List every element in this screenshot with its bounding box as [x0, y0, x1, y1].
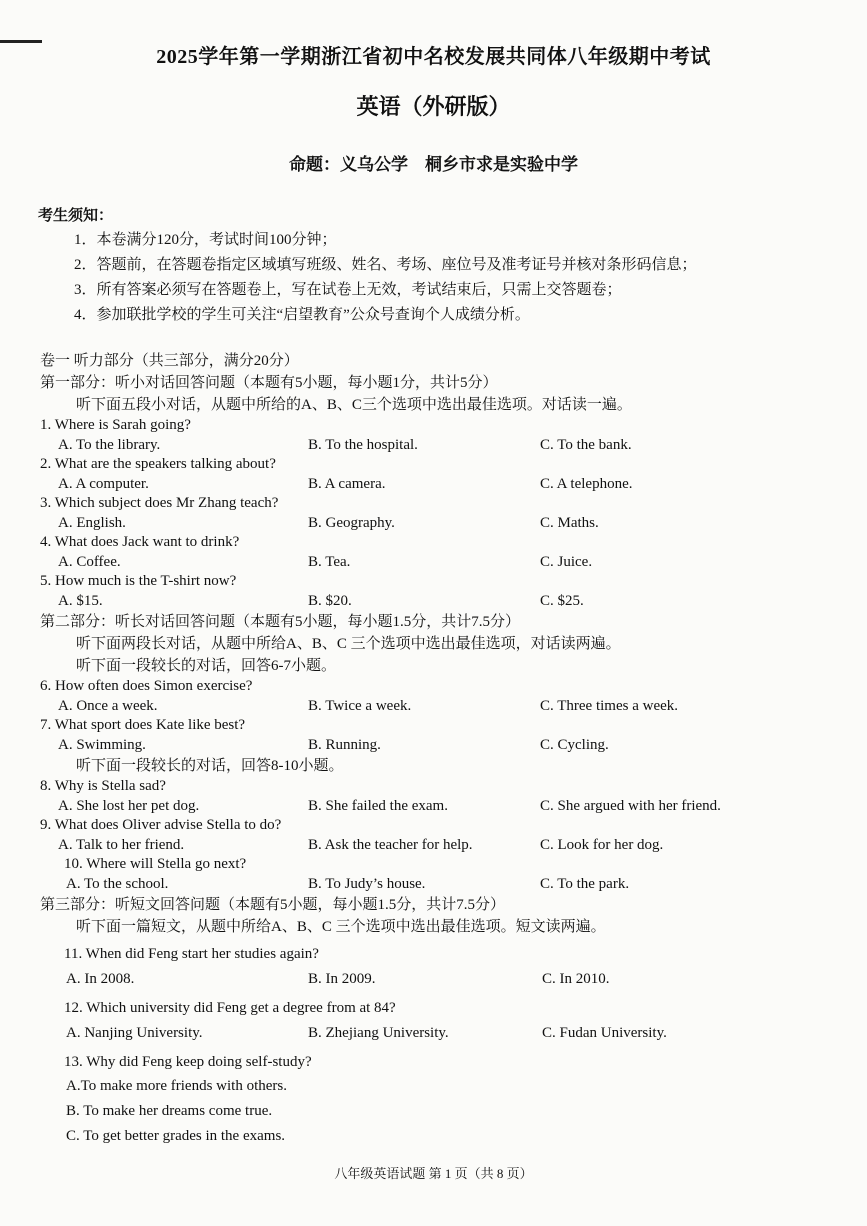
- options-2: [40, 474, 840, 494]
- exam-title: 2025学年第一学期浙江省初中名校发展共同体八年级期中考试: [156, 46, 711, 68]
- notice-item: 1．本卷满分120分，考试时间100分钟；: [74, 232, 337, 248]
- option-b: B. To make her dreams come true.: [66, 1103, 273, 1119]
- options-8: [40, 796, 840, 816]
- option-a: A. She lost her pet dog.: [58, 798, 200, 814]
- option-c: C. Juice.: [540, 554, 593, 570]
- options-6: [40, 696, 840, 716]
- option-c: C. Cycling.: [540, 737, 609, 753]
- options-5: [40, 591, 840, 611]
- option-b: B. $20.: [308, 593, 352, 609]
- part-1-instruction: 听下面五段小对话，从题中所给的A、B、C三个选项中选出最佳选项。对话读一遍。: [76, 397, 632, 413]
- question-7: 7. What sport does Kate like best?: [40, 717, 246, 733]
- options-3: [40, 513, 840, 533]
- option-b: B. To Judy’s house.: [308, 876, 426, 892]
- question-11: 11. When did Feng start her studies again?: [64, 946, 319, 962]
- option-c: C. She argued with her friend.: [540, 798, 721, 814]
- question-4: 4. What does Jack want to drink?: [40, 534, 240, 550]
- option-a: A. Coffee.: [58, 554, 121, 570]
- question-1: 1. Where is Sarah going?: [40, 417, 191, 433]
- option-c: C. In 2010.: [542, 971, 610, 987]
- part-3-instruction: 听下面一篇短文，从题中所给A、B、C 三个选项中选出最佳选项。短文读两遍。: [76, 919, 606, 935]
- exam-subject: 英语（外研版）: [356, 94, 511, 119]
- page-footer: 八年级英语试题 第 1 页（共 8 页）: [334, 1166, 533, 1181]
- option-b: B. A camera.: [308, 476, 386, 492]
- question-12: 12. Which university did Feng get a degree from at 84?: [64, 1000, 396, 1016]
- option-c: C. To the bank.: [540, 437, 632, 453]
- volume-heading: 卷一 听力部分（共三部分，满分20分）: [40, 353, 299, 369]
- option-a: A. A computer.: [58, 476, 149, 492]
- notice-item: 2．答题前，在答题卷指定区域填写班级、姓名、考场、座位号及准考证号并核对条形码信息；: [74, 257, 697, 273]
- exam-authors: 命题：义乌公学 桐乡市求是实验中学: [289, 155, 578, 174]
- question-5: 5. How much is the T-shirt now?: [40, 573, 237, 589]
- options-4: [40, 552, 840, 572]
- option-a: A. To the library.: [58, 437, 161, 453]
- option-a: A. $15.: [58, 593, 103, 609]
- option-b: B. Geography.: [308, 515, 395, 531]
- question-3: 3. Which subject does Mr Zhang teach?: [40, 495, 279, 511]
- option-c: C. Three times a week.: [540, 698, 679, 714]
- option-c: C. Maths.: [540, 515, 599, 531]
- options-7: [40, 735, 840, 755]
- part-3-title: 第三部分：听短文回答问题（本题有5小题，每小题1.5分，共计7.5分）: [40, 897, 506, 913]
- option-a: A. Swimming.: [58, 737, 146, 753]
- option-b: B. Twice a week.: [308, 698, 412, 714]
- option-b: B. Zhejiang University.: [308, 1025, 449, 1041]
- options-9: [40, 835, 840, 855]
- part-2-title: 第二部分：听长对话回答问题（本题有5小题，每小题1.5分，共计7.5分）: [40, 614, 521, 630]
- part-2-instruction: 听下面两段长对话，从题中所给A、B、C 三个选项中选出最佳选项，对话读两遍。: [76, 636, 621, 652]
- option-c: C. $25.: [540, 593, 584, 609]
- option-a: A. Nanjing University.: [66, 1025, 203, 1041]
- option-b: B. She failed the exam.: [308, 798, 448, 814]
- options-12: [40, 1020, 840, 1046]
- question-2: 2. What are the speakers talking about?: [40, 456, 276, 472]
- option-a: A. To the school.: [66, 876, 169, 892]
- option-a: A.To make more friends with others.: [66, 1078, 287, 1094]
- options-11: [40, 966, 840, 992]
- question-10: 10. Where will Stella go next?: [64, 856, 247, 872]
- option-b: B. Ask the teacher for help.: [308, 837, 473, 853]
- option-a: A. Talk to her friend.: [58, 837, 185, 853]
- question-8: 8. Why is Stella sad?: [40, 778, 166, 794]
- option-c: C. To the park.: [540, 876, 630, 892]
- part-2-subinstruction: 听下面一段较长的对话，回答6-7小题。: [76, 658, 336, 674]
- option-b: B. In 2009.: [308, 971, 376, 987]
- options-10: [40, 874, 840, 894]
- listening-section: [40, 350, 840, 1149]
- notice-item: 4．参加联批学校的学生可关注“启望教育”公众号查询个人成绩分析。: [74, 307, 530, 323]
- notice-heading: 考生须知：: [38, 208, 114, 224]
- option-b: B. To the hospital.: [308, 437, 418, 453]
- option-a: A. In 2008.: [66, 971, 135, 987]
- part-1-title: 第一部分：听小对话回答问题（本题有5小题，每小题1分，共计5分）: [40, 375, 498, 391]
- option-c: C. Fudan University.: [542, 1025, 667, 1041]
- part-2-subinstruction-2: 听下面一段较长的对话，回答8-10小题。: [76, 758, 344, 774]
- question-6: 6. How often does Simon exercise?: [40, 678, 253, 694]
- option-c: C. A telephone.: [540, 476, 633, 492]
- option-c: C. To get better grades in the exams.: [66, 1128, 286, 1144]
- option-a: A. Once a week.: [58, 698, 158, 714]
- option-c: C. Look for her dog.: [540, 837, 664, 853]
- notice-list: [74, 228, 697, 328]
- question-13: 13. Why did Feng keep doing self-study?: [64, 1054, 312, 1070]
- question-9: 9. What does Oliver advise Stella to do?: [40, 817, 282, 833]
- option-a: A. English.: [58, 515, 126, 531]
- option-b: B. Running.: [308, 737, 381, 753]
- options-1: [40, 435, 840, 455]
- option-b: B. Tea.: [308, 554, 351, 570]
- notice-item: 3．所有答案必须写在答题卷上，写在试卷上无效，考试结束后，只需上交答题卷；: [74, 282, 622, 298]
